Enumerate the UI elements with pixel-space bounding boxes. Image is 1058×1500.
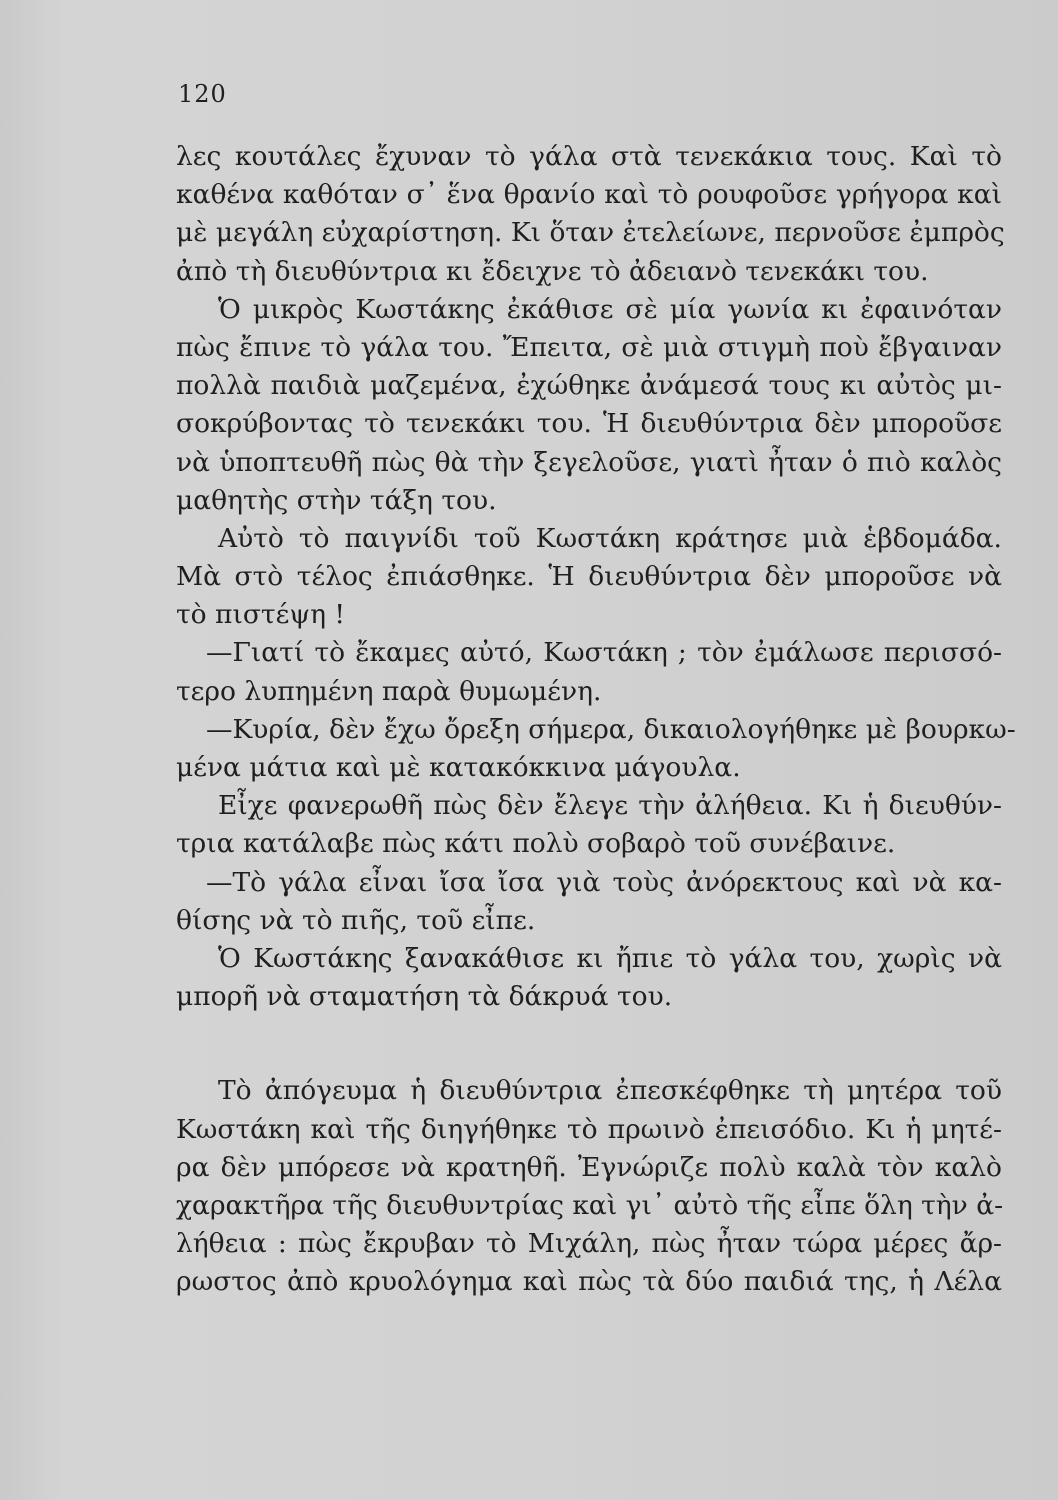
text-line: πολλὰ παιδιὰ μαζεμένα, ἐχώθηκε ἀνάμεσά τους κι αὐτὸς μι- xyxy=(176,370,1002,402)
text-line: τρια κατάλαβε πὼς κάτι πολὺ σοβαρὸ τοῦ συνέβαινε. xyxy=(176,828,896,860)
text-line: μένα μάτια καὶ μὲ κατακόκκινα μάγουλα. xyxy=(176,752,741,783)
text-line: —Τὸ γάλα εἶναι ἴσα ἴσα γιὰ τοὺς ἀνόρεκτους καὶ νὰ κα- xyxy=(206,866,1002,898)
text-line: καθένα καθόταν σ᾽ ἕνα θρανίο καὶ τὸ ρουφοῦσε γρήγορα καὶ xyxy=(176,179,1002,211)
text-line: θίσης νὰ τὸ πιῆς, τοῦ εἶπε. xyxy=(176,904,536,936)
text-line: πὼς ἔπινε τὸ γάλα του. Ἔπειτα, σὲ μιὰ στιγμὴ ποὺ ἔβγαιναν xyxy=(176,331,1002,363)
text-line: χαρακτῆρα τῆς διευθυντρίας καὶ γι᾽ αὐτὸ τῆς εἶπε ὅλη τὴν ἀ- xyxy=(176,1189,1004,1221)
text-line: Εἶχε φανερωθῆ πὼς δὲν ἔλεγε τὴν ἀλήθεια. Κι ἡ διευθύν- xyxy=(218,790,1002,822)
text-line: μὲ μεγάλη εὐχαρίστηση. Κι ὅταν ἐτελείωνε, περνοῦσε ἐμπρὸς xyxy=(176,217,1005,249)
text-line: λήθεια : πὼς ἔκρυβαν τὸ Μιχάλη, πὼς ἦταν τώρα μέρες ἄρ- xyxy=(176,1228,1002,1260)
text-line: —Γιατί τὸ ἔκαμες αὐτό, Κωστάκη ; τὸν ἐμάλωσε περισσό- xyxy=(206,637,1002,669)
text-line: Μὰ στὸ τέλος ἐπιάσθηκε. Ἡ διευθύντρια δὲν μποροῦσε νὰ xyxy=(176,561,1002,593)
text-line: ρα δὲν μπόρεσε νὰ κρατηθῆ. Ἐγνώριζε πολὺ καλὰ τὸν καλὸ xyxy=(176,1151,1002,1183)
body-text xyxy=(176,138,1016,1301)
text-line: Ὁ μικρὸς Κωστάκης ἐκάθισε σὲ μία γωνία κι ἐφαινόταν xyxy=(218,293,1002,325)
text-line: λες κουτάλες ἔχυναν τὸ γάλα στὰ τενεκάκια τους. Καὶ τὸ xyxy=(176,141,1002,172)
text-line: τὸ πιστέψη ! xyxy=(176,599,346,631)
text-line: τερο λυπημένη παρὰ θυμωμένη. xyxy=(176,675,602,707)
text-line: μπορῆ νὰ σταματήση τὰ δάκρυά του. xyxy=(176,981,673,1013)
text-line: Τὸ ἀπόγευμα ἡ διευθύντρια ἐπεσκέφθηκε τὴ μητέρα τοῦ xyxy=(218,1075,1002,1107)
text-line: Κωστάκη καὶ τῆς διηγήθηκε τὸ πρωινὸ ἐπεισόδιο. Κι ἡ μητέ- xyxy=(176,1113,1002,1145)
text-line: —Κυρία, δὲν ἔχω ὄρεξη σήμερα, δικαιολογήθηκε μὲ βουρκω- xyxy=(206,713,1016,745)
text-line: ρωστος ἀπὸ κρυολόγημα καὶ πὼς τὰ δύο παιδιά της, ἡ Λέλα xyxy=(176,1266,1002,1298)
section-gap xyxy=(176,1016,1002,1072)
text-line: Αὐτὸ τὸ παιγνίδι τοῦ Κωστάκη κράτησε μιὰ ἑβδομάδα. xyxy=(218,522,1002,554)
text-line: ἀπὸ τὴ διευθύντρια κι ἔδειχνε τὸ ἀδειανὸ τενεκάκι του. xyxy=(176,255,929,287)
text-line: νὰ ὑποπτευθῆ πὼς θὰ τὴν ξεγελοῦσε, γιατὶ ἦταν ὁ πιὸ καλὸς xyxy=(176,446,1002,478)
text-line: Ὁ Κωστάκης ξανακάθισε κι ἤπιε τὸ γάλα του, χωρὶς νὰ xyxy=(218,942,1002,974)
text-line: σοκρύβοντας τὸ τενεκάκι του. Ἡ διευθύντρια δὲν μποροῦσε xyxy=(176,408,1002,440)
page-number: 120 xyxy=(178,80,227,108)
text-line: μαθητὴς στὴν τάξη του. xyxy=(176,484,497,516)
